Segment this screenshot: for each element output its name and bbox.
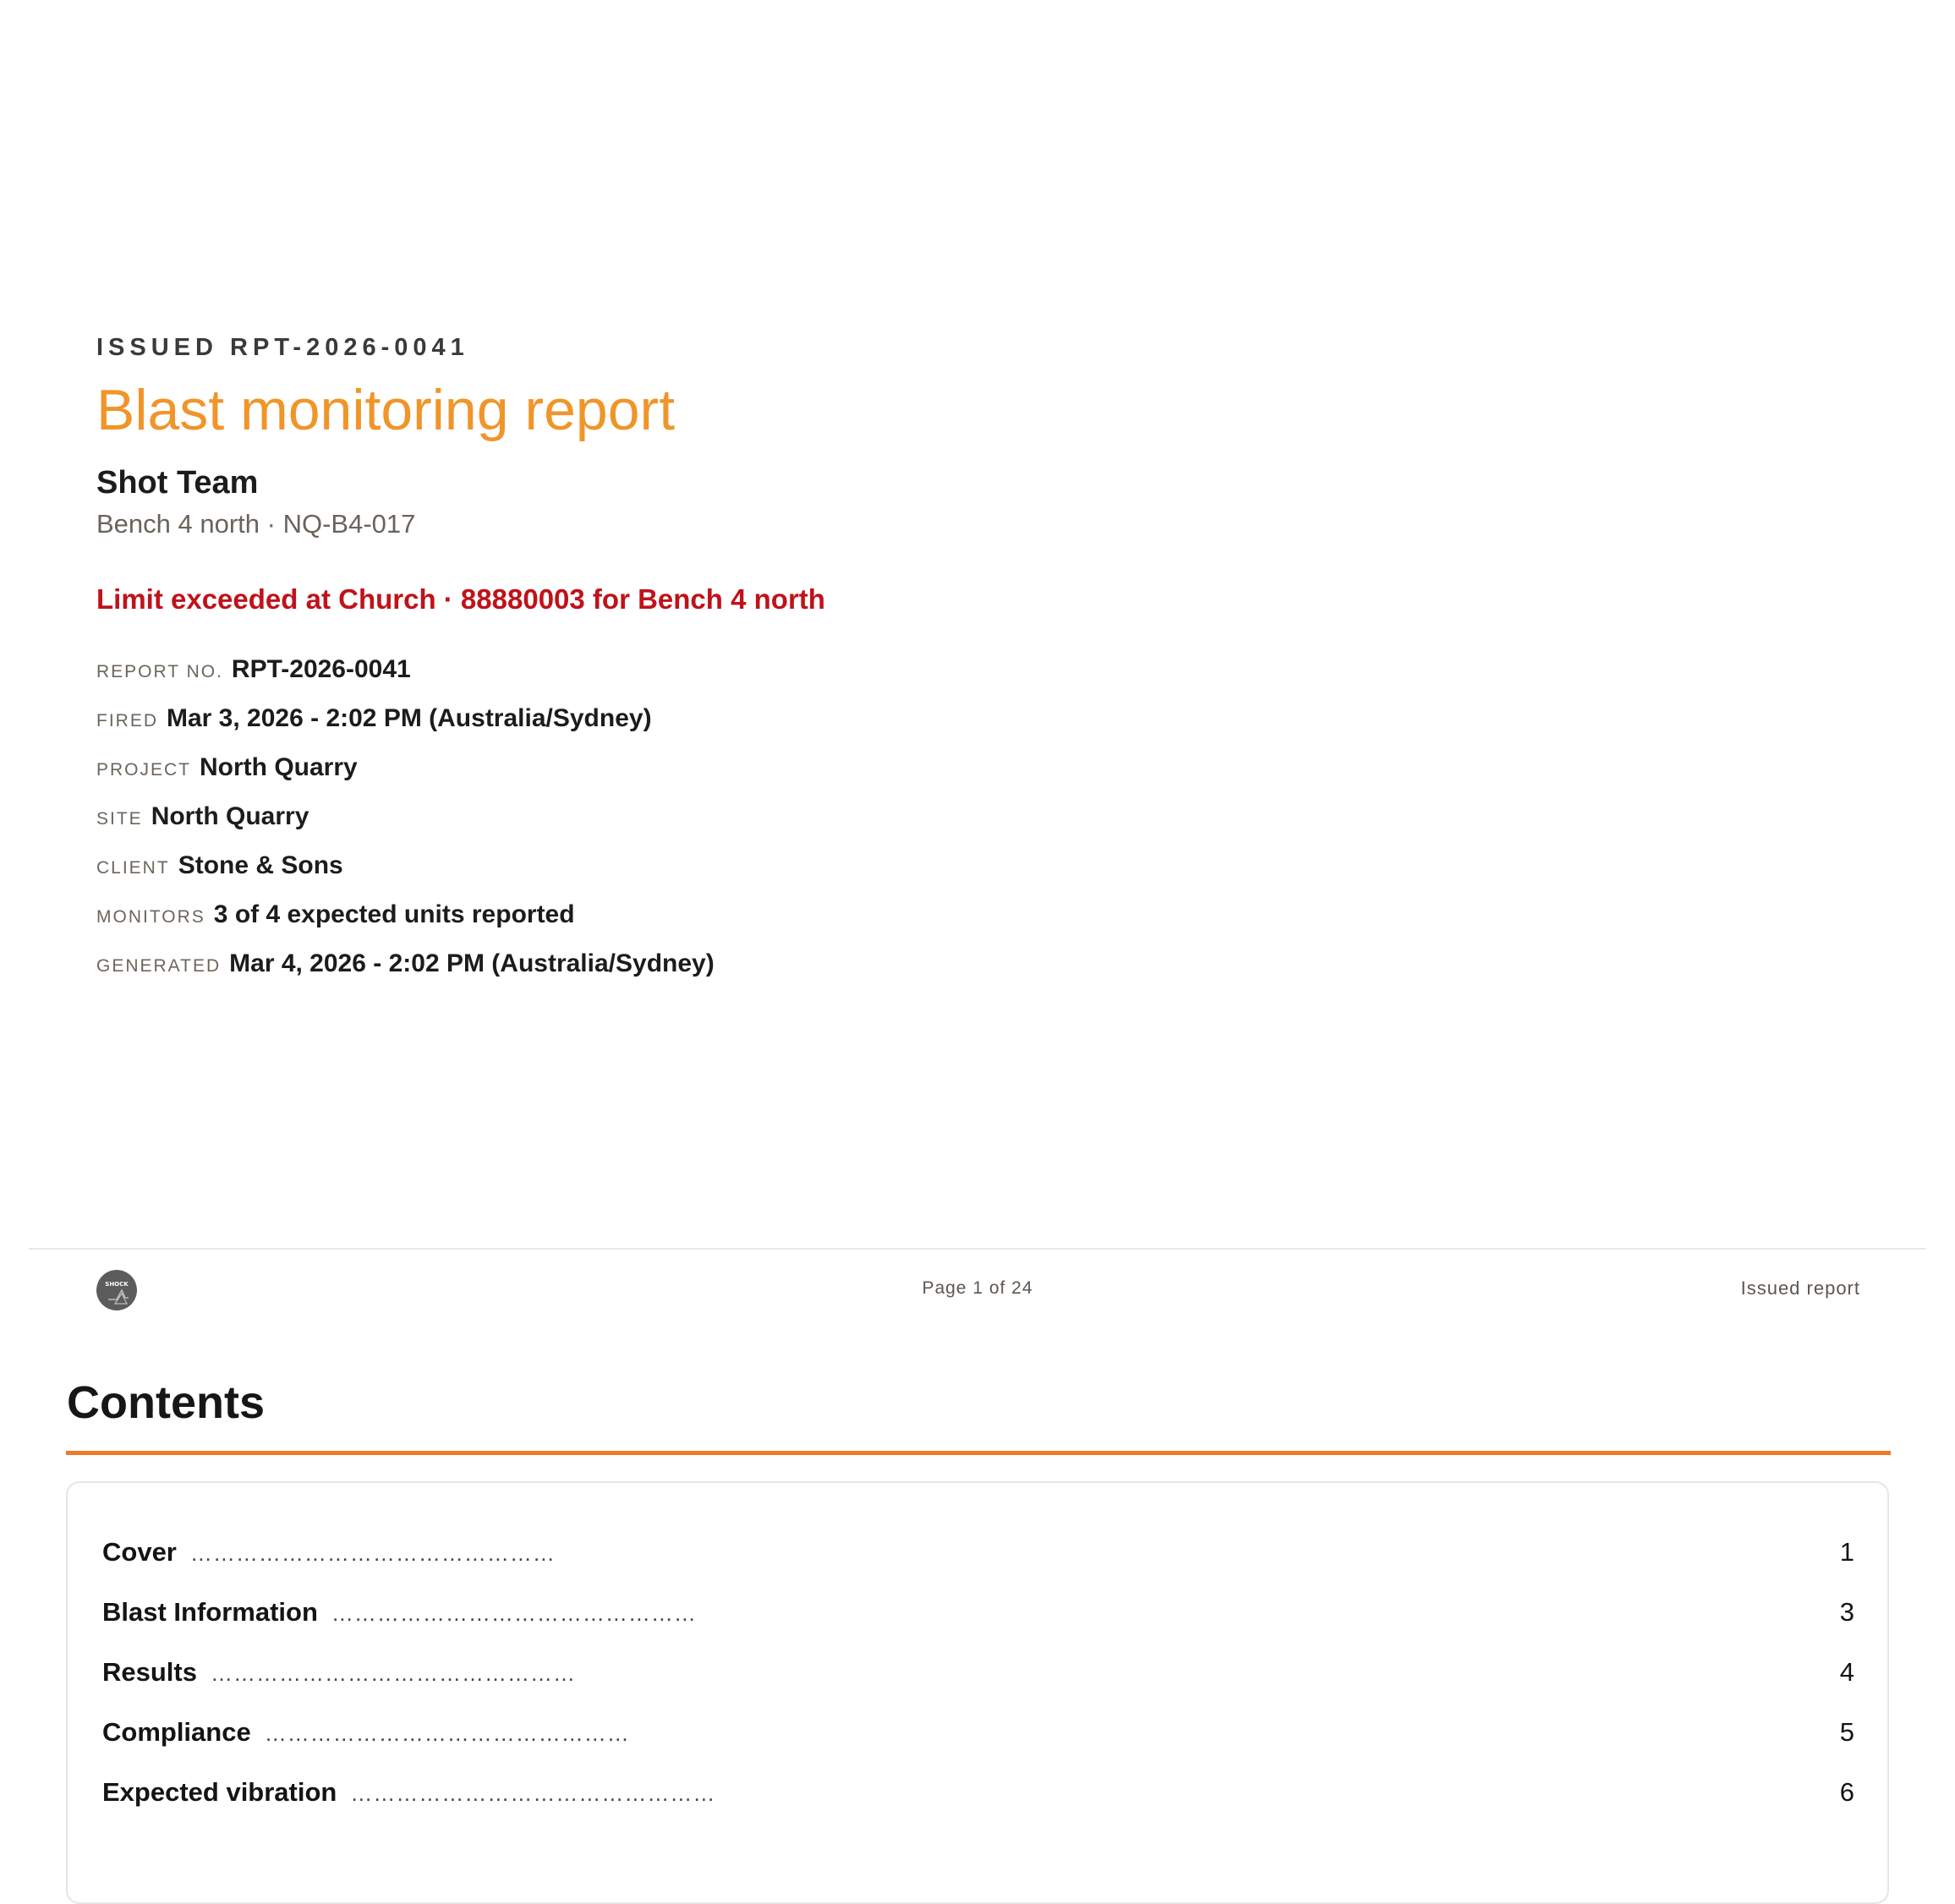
toc-leader-dots: ………………………………………… (210, 1661, 576, 1686)
meta-label: SITE (96, 809, 143, 829)
meta-value: Stone & Sons (178, 851, 343, 879)
meta-value: Mar 4, 2026 - 2:02 PM (Australia/Sydney) (229, 949, 715, 977)
report-metadata-list (96, 655, 715, 999)
meta-row-generated (96, 949, 715, 999)
meta-value: North Quarry (151, 802, 309, 830)
meta-label: MONITORS (96, 907, 205, 927)
toc-item-cover[interactable] (102, 1537, 1854, 1597)
footer-divider (29, 1248, 1926, 1250)
meta-value: RPT-2026-0041 (231, 655, 411, 683)
meta-row-fired (96, 704, 715, 753)
logo-wordmark: SHOCK (105, 1281, 129, 1288)
team-location: Bench 4 north · NQ-B4-017 (96, 509, 416, 539)
meta-row-site (96, 802, 715, 851)
contents-accent-rule (66, 1451, 1891, 1455)
meta-value: Mar 3, 2026 - 2:02 PM (Australia/Sydney) (167, 704, 652, 732)
footer-status: Issued report (1740, 1278, 1860, 1299)
meta-row-project (96, 753, 715, 802)
page-number: Page 1 of 24 (922, 1278, 1033, 1298)
meta-label: PROJECT (96, 760, 192, 780)
meta-label: FIRED (96, 711, 158, 730)
meta-value: North Quarry (200, 753, 358, 781)
toc-item-expected-vibration[interactable] (102, 1777, 1854, 1837)
limit-exceeded-alert: Limit exceeded at Church · 88880003 for Bench 4 north (96, 583, 825, 615)
toc-item-label[interactable]: Blast Information (102, 1597, 318, 1627)
contents-heading: Contents (67, 1377, 265, 1428)
report-status-line: ISSUED RPT-2026-0041 (96, 334, 469, 361)
toc-item-page: 4 (1839, 1657, 1854, 1687)
toc-item-blast-information[interactable] (102, 1597, 1854, 1657)
toc-item-label[interactable]: Cover (102, 1537, 177, 1567)
toc-item-label[interactable]: Results (102, 1657, 197, 1687)
toc-item-compliance[interactable] (102, 1717, 1854, 1777)
toc-item-label[interactable]: Expected vibration (102, 1777, 337, 1807)
meta-row-client (96, 851, 715, 900)
toc-item-results[interactable] (102, 1657, 1854, 1717)
toc-item-page: 6 (1839, 1777, 1854, 1807)
toc-item-page: 1 (1839, 1537, 1854, 1567)
toc-leader-dots: ………………………………………… (264, 1721, 630, 1746)
meta-value: 3 of 4 expected units reported (213, 900, 575, 928)
toc-item-label[interactable]: Compliance (102, 1717, 251, 1747)
toc-leader-dots: ………………………………………… (331, 1600, 697, 1626)
meta-row-monitors (96, 900, 715, 949)
toc-leader-dots: ………………………………………… (350, 1781, 716, 1806)
meta-row-report-no (96, 655, 715, 704)
toc-item-page: 5 (1839, 1717, 1854, 1747)
meta-label: CLIENT (96, 858, 170, 878)
toc-leader-dots: ………………………………………… (189, 1540, 556, 1566)
toc-item-page: 3 (1839, 1597, 1854, 1627)
table-of-contents (102, 1537, 1854, 1837)
team-name: Shot Team (96, 465, 259, 501)
meta-label: REPORT NO. (96, 662, 223, 681)
report-title: Blast monitoring report (96, 378, 676, 442)
meta-label: GENERATED (96, 956, 222, 976)
